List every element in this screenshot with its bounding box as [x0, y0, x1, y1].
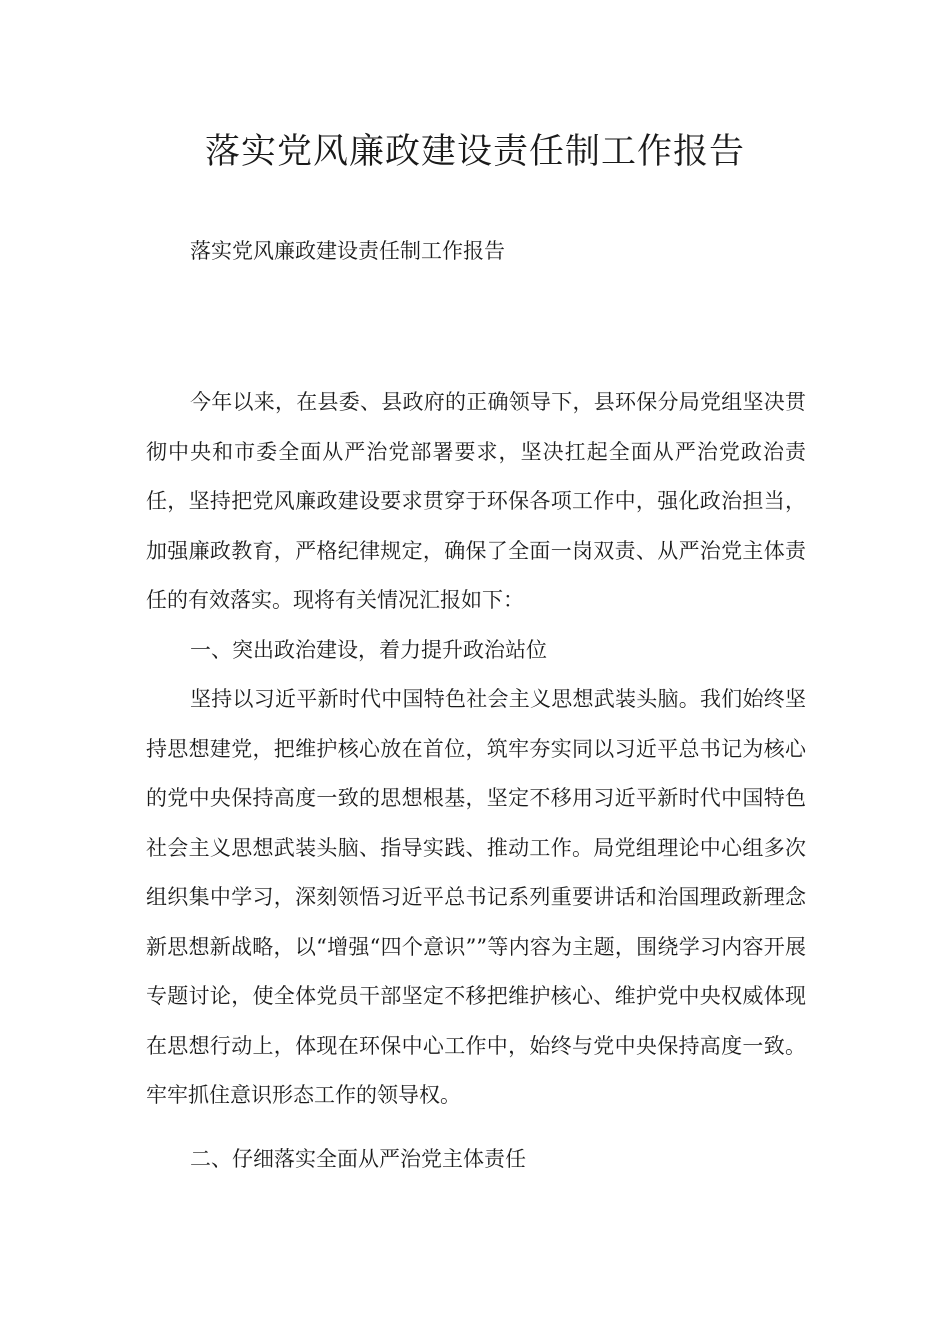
paragraph-intro: 今年以来，在县委、县政府的正确领导下，县环保分局党组坚决贯彻中央和市委全面从严治党部署要求，坚决扛起全面从严治党政治责任，坚持把党风廉政建设要求贯穿于环保各项工作中，强化政治担当，加强廉政教育，严格纪律规定，确保了全面一岗双责、从严治党主体责任的有效落实。现将有关情况汇报如下：	[146, 390, 806, 612]
document-title: 落实党风廉政建设责任制工作报告	[204, 132, 745, 172]
paragraph-section-1: 坚持以习近平新时代中国特色社会主义思想武装头脑。我们始终坚持思想建党，把维护核心放在首位，筑牢夯实同以习近平总书记为核心的党中央保持高度一致的思想根基，坚定不移用习近平新时代中国特色社会主义思想武装头脑、指导实践、推动工作。局党组理论中心组多次组织集中学习，深刻领悟习近平总书记系列重要讲话和治国理政新理念新思想新战略，以“增强“四个意识””等内容为主题，围绕学习内容开展专题讨论，使全体党员干部坚定不移把维护核心、维护党中央权威体现在思想行动上，体现在环保中心工作中，始终与党中央保持高度一致。牢牢抓住意识形态工作的领导权。	[146, 687, 806, 1107]
section-heading-2: 二、仔细落实全面从严治党主体责任	[190, 1146, 526, 1171]
document-body	[146, 378, 806, 1184]
document-subtitle: 落实党风廉政建设责任制工作报告	[190, 239, 505, 263]
section-heading-1: 一、突出政治建设，着力提升政治站位	[190, 637, 547, 662]
